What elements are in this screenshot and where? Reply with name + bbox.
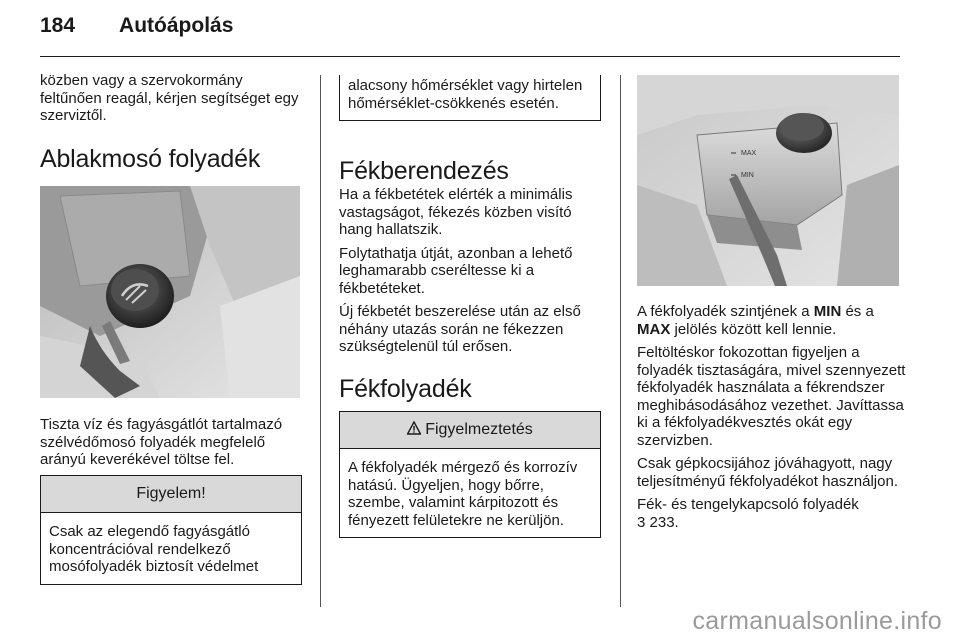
brake-paragraph-1: Ha a fékbetétek elérték a minimális vastagságot, fékezés közben visító hang hallatszik. <box>339 186 573 238</box>
left-column-lower <box>40 416 305 469</box>
reservoir-min-label: MIN <box>741 172 754 179</box>
page-header <box>40 14 233 38</box>
min-mark-label: MIN <box>813 303 842 320</box>
notice-continuation-text: alacsony hőmérséklet vagy hirtelen hőmérséklet-csökkenés esetén. <box>348 77 583 112</box>
brake-level-text <box>637 303 907 338</box>
chapter-title: Autóápolás <box>119 14 234 37</box>
notice-box-continuation <box>339 75 601 121</box>
brake-paragraph-2: Folytathatja útját, azonban a lehető leghamarabb cseréltesse ki a fékbetéteket. <box>339 244 573 297</box>
intro-text: közben vagy a szervokormány feltűnően reagál, kérjen segítséget egy szerviztől. <box>40 72 299 124</box>
page-reference[interactable]: 3 233. <box>637 513 679 531</box>
brake-fluid-reservoir-photo <box>637 75 899 286</box>
watermark: carmanualsonline.info <box>692 607 942 635</box>
level-text-part: A fékfolyadék szintjének a <box>637 303 814 320</box>
level-text-part: és a <box>841 303 874 320</box>
reservoir-max-label: MAX <box>741 150 757 157</box>
page-number: 184 <box>40 14 76 37</box>
left-column <box>40 72 302 174</box>
warning-triangle-icon <box>407 413 421 427</box>
notice-title: Figyelem! <box>41 475 301 513</box>
brake-paragraph-3: Új fékbetét beszerelése után az első néhány utazás során ne fékezzen szükségtelenül túl erősen. <box>339 303 581 355</box>
notice-text: Csak az elegendő fagyásgátló koncentrációval rendelkező mosófolyadék biztosít védelmet <box>49 523 259 575</box>
middle-column <box>339 156 601 404</box>
warning-box <box>339 411 601 538</box>
max-mark-label: MAX <box>637 320 671 338</box>
brake-system-heading: Fékberendezés <box>339 157 509 185</box>
washer-fluid-photo <box>40 186 300 398</box>
brake-fill-paragraph: Feltöltéskor fokozottan figyeljen a folyadék tisztaságára, mivel szennyezett fékfolyadék használata a fékrendszer meghibásodásához vezethet. Javíttassa ki a fékfolyadékvesztés okát egy szervizben. <box>637 344 906 449</box>
warning-title: Figyelmeztetés <box>425 421 533 438</box>
column-divider-2 <box>620 75 621 607</box>
washer-fluid-heading: Ablakmosó folyadék <box>40 144 261 173</box>
washer-fluid-caption: Tiszta víz és fagyásgátlót tartalmazó szélvédőmosó folyadék megfelelő arányú keverékével töltse fel. <box>40 416 283 468</box>
header-rule <box>40 56 900 57</box>
warning-text: A fékfolyadék mérgező és korrozív hatású. Ügyeljen, hogy bőrre, szembe, valamint kárpitozott és fényezett felületekre ne kerüljön. <box>348 459 578 529</box>
notice-box <box>40 475 302 585</box>
level-text-part: jelölés között kell lennie. <box>670 320 837 338</box>
warning-header <box>340 411 600 449</box>
right-column <box>637 303 907 531</box>
column-divider-1 <box>320 75 321 607</box>
brake-fluid-spec: Fék- és tengelykapcsoló folyadék <box>637 496 859 513</box>
brake-fluid-heading: Fékfolyadék <box>339 374 472 403</box>
brake-approved-paragraph: Csak gépkocsijához jóváhagyott, nagy teljesítményű fékfolyadékot használjon. <box>637 455 898 490</box>
